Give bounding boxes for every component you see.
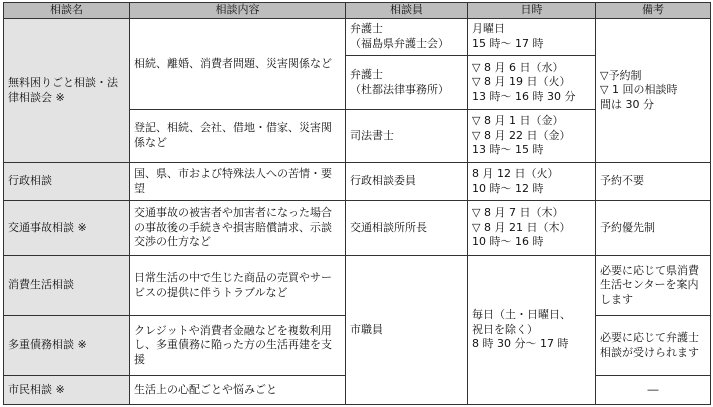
datetime-line: 10 時～ 16 時 — [472, 235, 544, 249]
note-line: 間は 30 分 — [600, 97, 654, 111]
counselor-muryo-c: 司法書士 — [346, 110, 468, 163]
note-gyosei: 予約不要 — [596, 163, 711, 201]
category-gyosei: 行政相談 — [4, 163, 130, 201]
content-kotsu: 交通事故の被害者や加害者になった場合の事故後の手続きや損害賠償請求、示談交渉の仕方など — [130, 201, 346, 256]
header-content: 相談内容 — [130, 3, 346, 19]
note-line: ▽ 1 回の相談時 — [600, 83, 678, 97]
note-tajyu: 必要に応じて弁護士相談が受けられます — [596, 316, 711, 376]
counselor-gyosei: 行政相談委員 — [346, 163, 468, 201]
note-shohi: 必要に応じて県消費生活センターを案内します — [596, 256, 711, 316]
datetime-line: 8 月 12 日（火） — [472, 166, 559, 180]
datetime-line: 15 時～ 17 時 — [472, 37, 544, 50]
counselor-shared: 市職員 — [346, 256, 468, 405]
category-shohi: 消費生活相談 — [4, 256, 130, 316]
table-row — [4, 256, 711, 316]
consultation-table — [3, 2, 711, 405]
datetime-line: 10 時～ 12 時 — [472, 181, 544, 195]
category-kotsu: 交通事故相談 ※ — [4, 201, 130, 256]
table-row — [4, 19, 711, 56]
header-name: 相談名 — [4, 3, 130, 19]
datetime-shared — [468, 256, 596, 405]
content-muryo-c: 登記、相続、会社、借地・借家、災害関係など — [130, 110, 346, 163]
table-row — [4, 201, 711, 256]
category-tajyu: 多重債務相談 ※ — [4, 316, 130, 376]
datetime-line: 毎日（土・日曜日、 — [472, 308, 571, 322]
datetime-line: ▽ 8 月 6 日（水） — [472, 60, 564, 74]
counselor-line: （杜都法律事務所） — [350, 82, 449, 96]
note-muryo — [596, 19, 711, 163]
content-shohi: 日常生活の中で生じた商品の売買やサービスの提供に伴うトラブルなど — [130, 256, 346, 316]
note-kotsu: 予約優先制 — [596, 201, 711, 256]
header-datetime: 日時 — [468, 3, 596, 19]
counselor-line: 弁護士 — [350, 67, 383, 81]
datetime-line: ▽ 8 月 7 日（木） — [472, 206, 564, 220]
header-row — [4, 3, 711, 19]
table-row — [4, 163, 711, 201]
note-shimin: ― — [596, 376, 711, 405]
counselor-line: （福島県弁護士会） — [350, 37, 449, 50]
datetime-muryo-a — [468, 19, 596, 56]
category-muryo: 無料困りごと相談・法律相談会 ※ — [4, 19, 130, 163]
datetime-muryo-c — [468, 110, 596, 163]
datetime-line: ▽ 8 月 1 日（金） — [472, 114, 564, 128]
counselor-line: 弁護士 — [350, 22, 383, 36]
header-counselor: 相談員 — [346, 3, 468, 19]
datetime-line: 祝日を除く） — [472, 322, 538, 336]
datetime-line: ▽ 8 月 21 日（木） — [472, 220, 571, 234]
category-shimin: 市民相談 ※ — [4, 376, 130, 405]
datetime-kotsu — [468, 201, 596, 256]
datetime-line: ▽ 8 月 19 日（火） — [472, 75, 571, 89]
note-line: ▽予約制 — [600, 68, 642, 82]
counselor-muryo-b — [346, 56, 468, 110]
content-muryo-a: 相続、離婚、消費者問題、災害関係など — [130, 19, 346, 110]
datetime-muryo-b — [468, 56, 596, 110]
content-shimin: 生活上の心配ごとや悩みごと — [130, 376, 346, 405]
counselor-kotsu: 交通相談所所長 — [346, 201, 468, 256]
counselor-muryo-a — [346, 19, 468, 56]
datetime-line: 13 時～ 15 時 — [472, 143, 544, 157]
datetime-line: ▽ 8 月 22 日（金） — [472, 128, 571, 142]
datetime-line: 8 時 30 分～ 17 時 — [472, 337, 569, 351]
content-tajyu: クレジットや消費者金融などを複数利用し、多重債務に陥った方の生活再建を支援 — [130, 316, 346, 376]
header-note: 備考 — [596, 3, 711, 19]
datetime-gyosei — [468, 163, 596, 201]
datetime-line: 13 時～ 16 時 30 分 — [472, 89, 576, 103]
datetime-line: 月曜日 — [472, 22, 505, 36]
content-gyosei: 国、県、市および特殊法人への苦情・要望 — [130, 163, 346, 201]
